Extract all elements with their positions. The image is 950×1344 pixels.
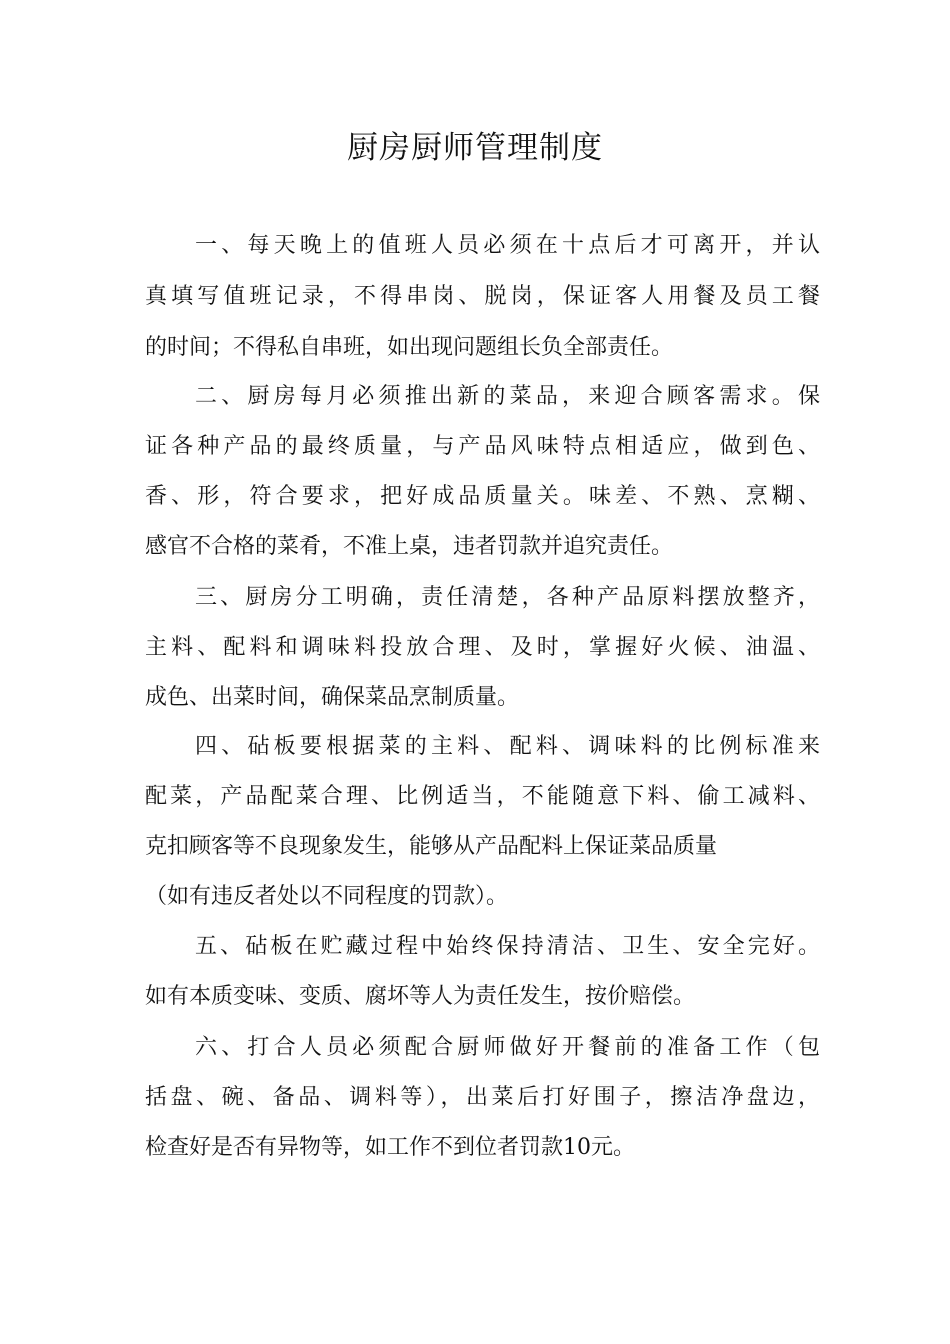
paragraph-line: 的时间；不得私自串班，如出现问题组长负全部责任。 xyxy=(145,335,674,360)
paragraph-line: （如有违反者处以不同程度的罚款）。 xyxy=(145,884,509,909)
paragraph-line: 如有本质变味、变质、腐坏等人为责任发生，按价赔偿。 xyxy=(145,984,696,1009)
paragraph-line: 配菜，产品配菜合理、比例适当，不能随意下料、偷工减料、 xyxy=(145,784,820,809)
paragraph-line: 主料、配料和调味料投放合理、及时，掌握好火候、油温、 xyxy=(145,635,820,660)
paragraph-line: 克扣顾客等不良现象发生，能够从产品配料上保证菜品质量 xyxy=(145,834,718,859)
paragraph-line: 一、每天晚上的值班人员必须在十点后才可离开，并认 xyxy=(195,233,820,258)
paragraph-line: 香、形，符合要求，把好成品质量关。味差、不熟、烹糊、 xyxy=(145,484,820,509)
document-title: 厨房厨师管理制度 xyxy=(347,130,603,166)
paragraph-line: 感官不合格的菜肴，不准上桌，违者罚款并追究责任。 xyxy=(145,534,674,559)
paragraph-line: 括盘、碗、备品、调料等），出菜后打好围子，擦洁净盘边， xyxy=(145,1085,820,1110)
paragraph-line: 三、厨房分工明确，责任清楚，各种产品原料摆放整齐， xyxy=(195,585,820,610)
paragraph-line: 成色、出菜时间，确保菜品烹制质量。 xyxy=(145,685,520,710)
paragraph-line: 二、厨房每月必须推出新的菜品，来迎合顾客需求。保 xyxy=(195,384,820,409)
paragraph-line: 五、砧板在贮藏过程中始终保持清洁、卫生、安全完好。 xyxy=(195,934,820,959)
paragraph-line: 检查好是否有异物等，如工作不到位者罚款10元。 xyxy=(145,1135,635,1160)
paragraph-line: 四、砧板要根据菜的主料、配料、调味料的比例标准来 xyxy=(195,734,820,759)
paragraph-line: 真填写值班记录，不得串岗、脱岗，保证客人用餐及员工餐 xyxy=(145,284,820,309)
paragraph-line: 证各种产品的最终质量，与产品风味特点相适应，做到色、 xyxy=(145,434,820,459)
paragraph-line: 六、打合人员必须配合厨师做好开餐前的准备工作（包 xyxy=(195,1035,820,1060)
